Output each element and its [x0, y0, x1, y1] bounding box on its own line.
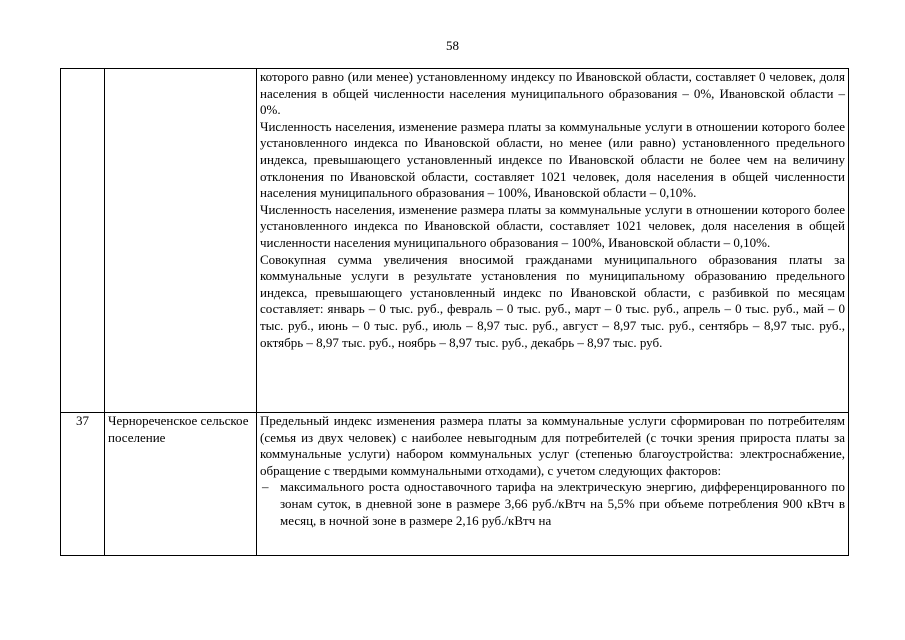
- list-item-text: максимального роста одноставочного тарифа на электрическую энергию, дифференцированного по зонам суток, в дневной зоне в размере 3,66 руб./кВтч на 5,5% при объеме потребления 900 кВтч в месяц, в ночной зоне в размере 2,16 руб./кВтч на: [280, 479, 845, 528]
- table-row: [61, 69, 849, 413]
- paragraph: Численность населения, изменение размера платы за коммунальные услуги в отношении которого более установленного индекса по Ивановской области, но менее (или равно) установленного предельного индекса, превышающего установленный индексе по Ивановской области не более чем на величину отклонения по Ивановской области, составляет 1021 человек, доля населения в общей численности населения муниципального образования – 100%, Ивановской области – 0,10%.: [260, 118, 845, 201]
- list-item: [260, 479, 845, 529]
- document-table: [60, 68, 849, 556]
- paragraph: Совокупная сумма увеличения вносимой гражданами муниципального образования платы за коммунальные услуги в результате установления по муниципальному образованию предельного индекса, превышающего установленный индекс по Ивановской области, с разбивкой по месяцам составляет: январь – 0 тыс. руб., февраль – 0 тыс. руб., март – 0 тыс. руб., апрель – 0 тыс. руб., май – 0 тыс. руб., июнь – 0 тыс. руб., июль – 8,97 тыс. руб., август – 8,97 тыс. руб., сентябрь – 8,97 тыс. руб., октябрь – 8,97 тыс. руб., ноябрь – 8,97 тыс. руб., декабрь – 8,97 тыс. руб.: [260, 251, 845, 350]
- page-number: 58: [446, 38, 459, 53]
- list-dash-marker: –: [262, 479, 269, 495]
- municipality-name-cell: [105, 69, 257, 413]
- paragraph: Численность населения, изменение размера платы за коммунальные услуги в отношении которого более установленного индекса по Ивановской области, составляет 1021 человек, доля населения в общей численности населения муниципального образования – 100%, Ивановской области – 0,10%.: [260, 201, 845, 250]
- description-cell: [257, 413, 849, 556]
- row-number-cell: [61, 69, 105, 413]
- description-cell: [257, 69, 849, 413]
- municipality-name-cell: Чернореченское сельское поселение: [105, 413, 257, 556]
- row-number-cell: 37: [61, 413, 105, 556]
- paragraph: которого равно (или менее) установленному индексу по Ивановской области, составляет 0 человек, доля населения в общей численности населения муниципального образования – 0%, Ивановской области – 0%.: [260, 69, 845, 118]
- table-row: [61, 413, 849, 556]
- paragraph: Предельный индекс изменения размера платы за коммунальные услуги сформирован по потребителям (семья из двух человек) с наиболее невыгодным для потребителей (с точки зрения прироста платы за коммунальные услуги) набором коммунальных услуг (степенью благоустройства: электроснабжение, обращение с твердыми коммунальными отходами), с учетом следующих факторов:: [260, 413, 845, 478]
